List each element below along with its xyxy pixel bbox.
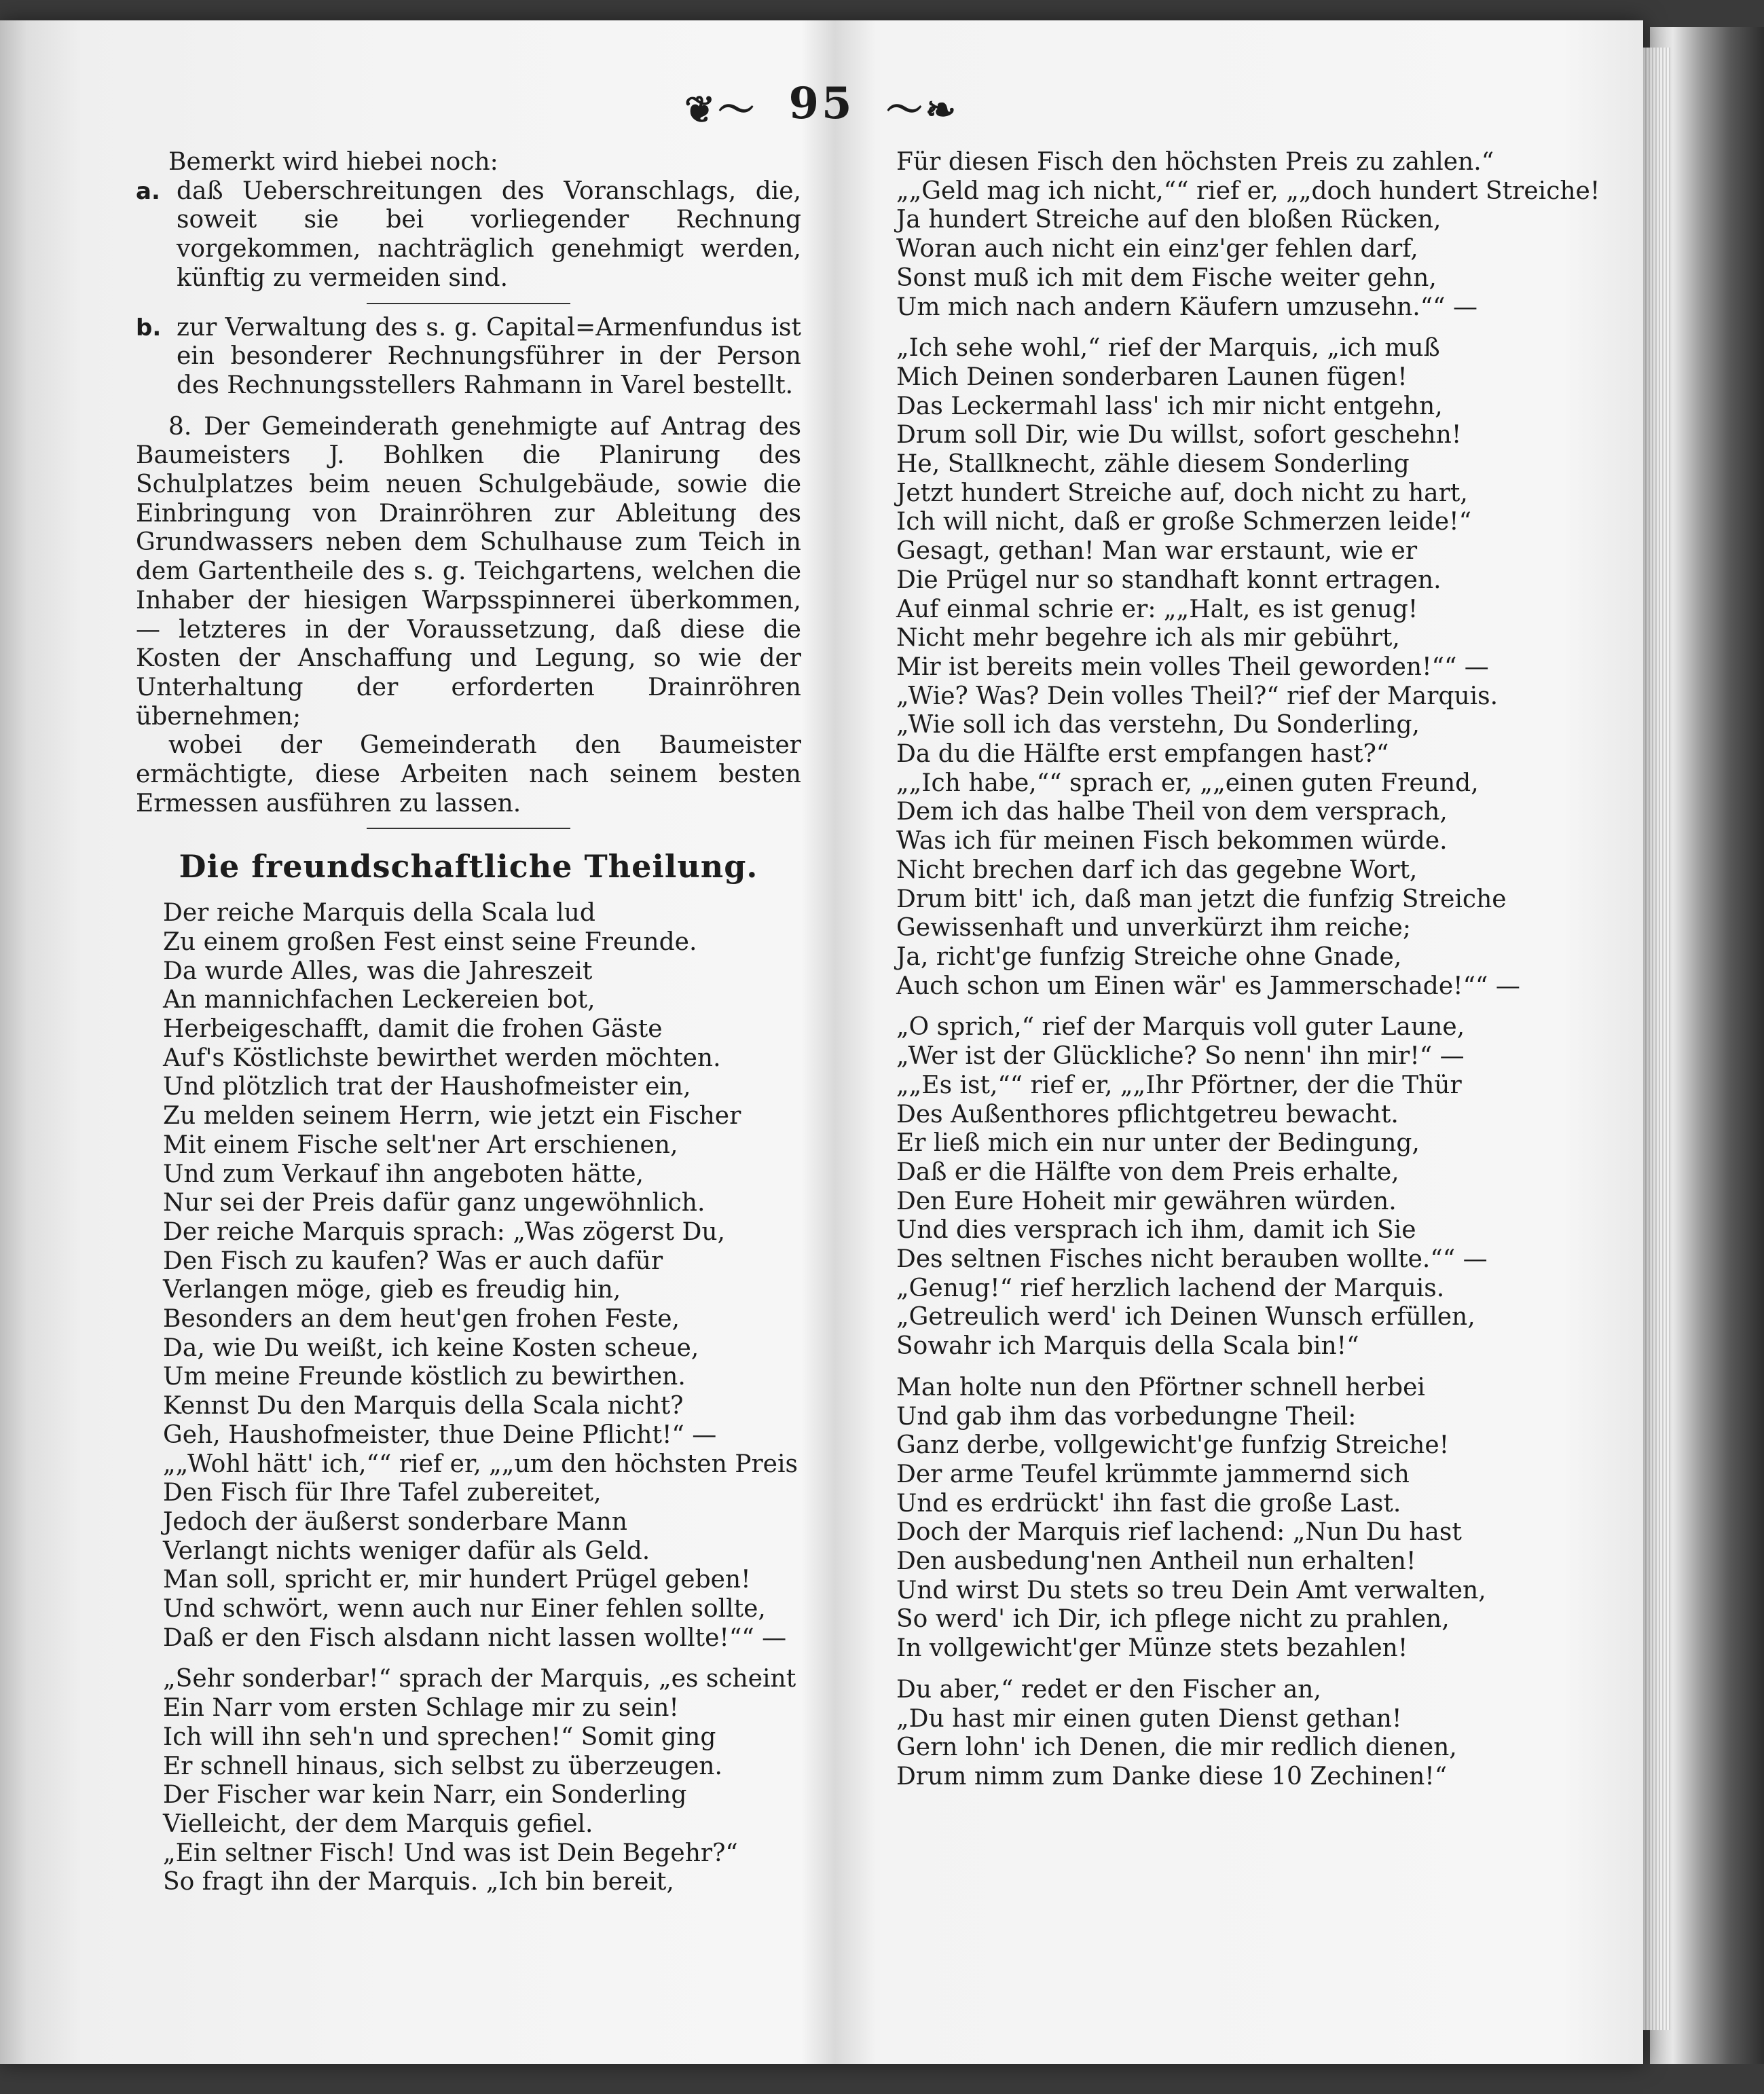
- poem-line: Gewissenhaft und unverkürzt ihm reiche;: [896, 914, 1411, 942]
- poem-line: Da wurde Alles, was die Jahreszeit: [163, 957, 593, 985]
- poem-line: Auf's Köstlichste bewirthet werden möchten.: [163, 1044, 721, 1072]
- poem-line: Man soll, spricht er, mir hundert Prügel geben!: [163, 1566, 751, 1594]
- poem-line: Und zum Verkauf ihn angeboten hätte,: [163, 1160, 644, 1188]
- poem-line: Drum bitt' ich, daß man jetzt die funfzig Streiche: [896, 885, 1507, 913]
- poem-line: An mannichfachen Leckereien bot,: [163, 986, 595, 1014]
- poem-line: Drum nimm zum Danke diese 10 Zechinen!“: [896, 1762, 1448, 1790]
- poem-line: Gern lohn' ich Denen, die mir redlich dienen,: [896, 1733, 1457, 1762]
- poem-line: Ja, richt'ge funfzig Streiche ohne Gnade,: [896, 942, 1402, 971]
- poem-line: Und plötzlich trat der Haushofmeister ein,: [163, 1073, 691, 1101]
- poem-line: Sowahr ich Marquis della Scala bin!“: [896, 1332, 1359, 1361]
- poem-line: He, Stallknecht, zähle diesem Sonderling: [896, 450, 1410, 479]
- poem-line: Und schwört, wenn auch nur Einer fehlen sollte,: [163, 1595, 766, 1623]
- poem-line: „Genug!“ rief herzlich lachend der Marquis.: [896, 1274, 1445, 1302]
- poem-line: „O sprich,“ rief der Marquis voll guter Laune,: [896, 1013, 1465, 1042]
- poem-line: Er schnell hinaus, sich selbst zu überzeugen.: [163, 1752, 722, 1780]
- item-text: zur Verwaltung des s. g. Capital=Armenfundus ist ein besonderer Rechnungsführer in der Person des Rechnungsstellers Rahmann in Varel bestellt.: [177, 313, 801, 399]
- item-label: b.: [136, 314, 162, 342]
- poem-line: Da, wie Du weißt, ich keine Kosten scheue,: [163, 1334, 699, 1362]
- poem-line: Vielleicht, der dem Marquis gefiel.: [163, 1810, 593, 1838]
- poem-line: „Wie soll ich das verstehn, Du Sonderling,: [896, 711, 1420, 739]
- poem-line: Den Fisch zu kaufen? Was er auch dafür: [163, 1247, 663, 1275]
- separator-rule: [367, 303, 570, 304]
- poem-line: „„Es ist,““ rief er, „„Ihr Pförtner, der die Thür: [896, 1071, 1462, 1099]
- separator-rule: [367, 828, 570, 829]
- poem-line: „„Geld mag ich nicht,““ rief er, „„doch hundert Streiche!: [896, 177, 1600, 205]
- poem-line: Ich will ihn seh'n und sprechen!“ Somit ging: [163, 1723, 716, 1751]
- poem-line: Man holte nun den Pförtner schnell herbei: [896, 1373, 1425, 1401]
- poem-line: Und dies versprach ich ihm, damit ich Sie: [896, 1216, 1416, 1245]
- poem-line: „Sehr sonderbar!“ sprach der Marquis, „es scheint: [163, 1665, 796, 1693]
- poem-line: Des Außenthores pflichtgetreu bewacht.: [896, 1100, 1399, 1128]
- intro-text: Bemerkt wird hiebei noch:: [168, 148, 498, 176]
- poem-line: Jedoch der äußerst sonderbare Mann: [163, 1507, 627, 1536]
- poem-line: Drum soll Dir, wie Du willst, sofort geschehn!: [896, 421, 1462, 449]
- list-item-b: [136, 314, 801, 401]
- poem-line: Gesagt, gethan! Man war erstaunt, wie er: [896, 537, 1418, 566]
- poem-line: Den Eure Hoheit mir gewähren würden.: [896, 1187, 1397, 1215]
- item-label: a.: [136, 177, 160, 205]
- paragraph-8: 8. Der Gemeinderath genehmigte auf Antrag des Baumeisters J. Bohlken die Planirung des Schulplatzes beim neuen Schulgebäude, sowie die Einbringung von Drainröhren zur Ableitung des Grundwassers neben dem Schulhause zum Teich in dem Gartentheile des s. g. Teichgartens, welchen die Inhaber der hiesigen Warpsspinnerei überkommen, — letzteres in der Voraussetzung, daß diese die Kosten der Anschaffung und Legung, so wie der Unterhaltung der erforderten Drainröhren übernehmen;: [136, 412, 801, 731]
- poem-line: „Ich sehe wohl,“ rief der Marquis, „ich muß: [896, 334, 1440, 363]
- poem-right-part: [869, 148, 1600, 1792]
- poem-line: In vollgewicht'ger Münze stets bezahlen!: [896, 1634, 1408, 1663]
- poem-line: Für diesen Fisch den höchsten Preis zu zahlen.“: [896, 148, 1494, 176]
- poem-line: Verlangen möge, gieb es freudig hin,: [163, 1276, 621, 1304]
- poem-line: Verlangt nichts weniger dafür als Geld.: [163, 1537, 650, 1565]
- poem-line: Der reiche Marquis sprach: „Was zögerst Du,: [163, 1217, 725, 1246]
- page-header: [0, 78, 1643, 133]
- poem-line: Die Prügel nur so standhaft konnt ertragen.: [896, 566, 1441, 594]
- poem-line: „„Ich habe,““ sprach er, „„einen guten Freund,: [896, 769, 1479, 797]
- poem-left-part: [136, 899, 801, 1897]
- poem-line: Zu melden seinem Herrn, wie jetzt ein Fischer: [163, 1102, 741, 1131]
- poem-line: Und gab ihm das vorbedungne Theil:: [896, 1402, 1357, 1431]
- poem-line: Daß er den Fisch alsdann nicht lassen wollte!““ —: [163, 1623, 787, 1652]
- poem-line: Jetzt hundert Streiche auf, doch nicht zu hart,: [896, 479, 1468, 507]
- poem-line: Kennst Du den Marquis della Scala nicht?: [163, 1392, 684, 1420]
- poem-line: Nicht brechen darf ich das gegebne Wort,: [896, 856, 1418, 884]
- poem-line: Auch schon um Einen wär' es Jammerschade!““ —: [896, 972, 1520, 1000]
- poem-line: Das Leckermahl lass' ich mir nicht entgehn,: [896, 392, 1443, 420]
- poem-line: Den ausbedung'nen Antheil nun erhalten!: [896, 1547, 1416, 1576]
- poem-line: Sonst muß ich mit dem Fische weiter gehn,: [896, 263, 1437, 292]
- poem-line: Den Fisch für Ihre Tafel zubereitet,: [163, 1479, 602, 1507]
- poem-line: Nicht mehr begehre ich als mir gebührt,: [896, 624, 1400, 653]
- poem-line: Der reiche Marquis della Scala lud: [163, 899, 595, 927]
- poem-line: Mich Deinen sonderbaren Launen fügen!: [896, 363, 1408, 391]
- poem-line: Ja hundert Streiche auf den bloßen Rücken,: [896, 206, 1441, 234]
- poem-line: „Ein seltner Fisch! Und was ist Dein Begehr?“: [163, 1839, 738, 1867]
- poem-line: Der Fischer war kein Narr, ein Sonderling: [163, 1781, 687, 1810]
- poem-line: „„Wohl hätt' ich,““ rief er, „„um den höchsten Preis: [163, 1450, 798, 1478]
- paragraph-8-continued: wobei der Gemeinderath den Baumeister ermächtigte, diese Arbeiten nach seinem besten Ermessen ausführen zu lassen.: [136, 731, 801, 818]
- poem-line: Um mich nach andern Käufern umzusehn.““ —: [896, 293, 1477, 321]
- poem-line: Da du die Hälfte erst empfangen hast?“: [896, 740, 1389, 769]
- poem-line: Doch der Marquis rief lachend: „Nun Du hast: [896, 1518, 1462, 1547]
- poem-line: Ein Narr vom ersten Schlage mir zu sein!: [163, 1694, 679, 1723]
- poem-line: „Du hast mir einen guten Dienst gethan!: [896, 1704, 1402, 1733]
- poem-line: Woran auch nicht ein einz'ger fehlen darf,: [896, 235, 1418, 263]
- poem-line: Nur sei der Preis dafür ganz ungewöhnlich.: [163, 1189, 705, 1217]
- list-item-a: [136, 177, 801, 293]
- poem-line: Geh, Haushofmeister, thue Deine Pflicht!“ —: [163, 1420, 717, 1449]
- poem-line: Du aber,“ redet er den Fischer an,: [896, 1675, 1321, 1704]
- left-column: [136, 148, 801, 1897]
- item-text: daß Ueberschreitungen des Voranschlags, die, soweit sie bei vorliegender Rechnung vorgekommen, nachträglich genehmigt werden, künftig zu vermeiden sind.: [177, 177, 801, 292]
- poem-line: So werd' ich Dir, ich pflege nicht zu prahlen,: [896, 1605, 1450, 1634]
- right-ornament-icon: 〜❧: [885, 88, 959, 131]
- poem-line: Auf einmal schrie er: „„Halt, es ist genug!: [896, 595, 1418, 623]
- poem-line: „Wie? Was? Dein volles Theil?“ rief der Marquis.: [896, 682, 1499, 710]
- poem-line: Ganz derbe, vollgewicht'ge funfzig Streiche!: [896, 1431, 1450, 1460]
- poem-title: Die freundschaftliche Theilung.: [179, 848, 758, 885]
- poem-line: Zu einem großen Fest einst seine Freunde.: [163, 927, 697, 956]
- poem-line: Daß er die Hälfte von dem Preis erhalte,: [896, 1158, 1399, 1186]
- poem-line: Und wirst Du stets so treu Dein Amt verwalten,: [896, 1576, 1486, 1604]
- left-ornament-icon: ❦〜: [684, 88, 758, 131]
- poem-line: Um meine Freunde köstlich zu bewirthen.: [163, 1363, 686, 1391]
- poem-line: Der arme Teufel krümmte jammernd sich: [896, 1460, 1410, 1488]
- poem-line: Des seltnen Fisches nicht berauben wollte.““ —: [896, 1245, 1488, 1274]
- right-column: [869, 148, 1600, 1792]
- poem-line: Und es erdrückt' ihn fast die große Last.: [896, 1489, 1401, 1518]
- page-number: 95: [788, 78, 855, 129]
- poem-line: Mir ist bereits mein volles Theil geworden!““ —: [896, 653, 1489, 681]
- poem-line: Mit einem Fische selt'ner Art erschienen,: [163, 1131, 678, 1159]
- poem-line: „Wer ist der Glückliche? So nenn' ihn mir!“ —: [896, 1042, 1465, 1071]
- poem-line: „Getreulich werd' ich Deinen Wunsch erfüllen,: [896, 1303, 1475, 1331]
- poem-line: Ich will nicht, daß er große Schmerzen leide!“: [896, 508, 1472, 536]
- poem-line: Was ich für meinen Fisch bekommen würde.: [896, 827, 1448, 856]
- poem-line: So fragt ihn der Marquis. „Ich bin bereit,: [163, 1868, 674, 1896]
- poem-line: Er ließ mich ein nur unter der Bedingung,: [896, 1129, 1420, 1158]
- poem-line: Besonders an dem heut'gen frohen Feste,: [163, 1305, 680, 1334]
- poem-line: Dem ich das halbe Theil von dem versprach,: [896, 798, 1448, 826]
- poem-line: Herbeigeschafft, damit die frohen Gäste: [163, 1014, 663, 1043]
